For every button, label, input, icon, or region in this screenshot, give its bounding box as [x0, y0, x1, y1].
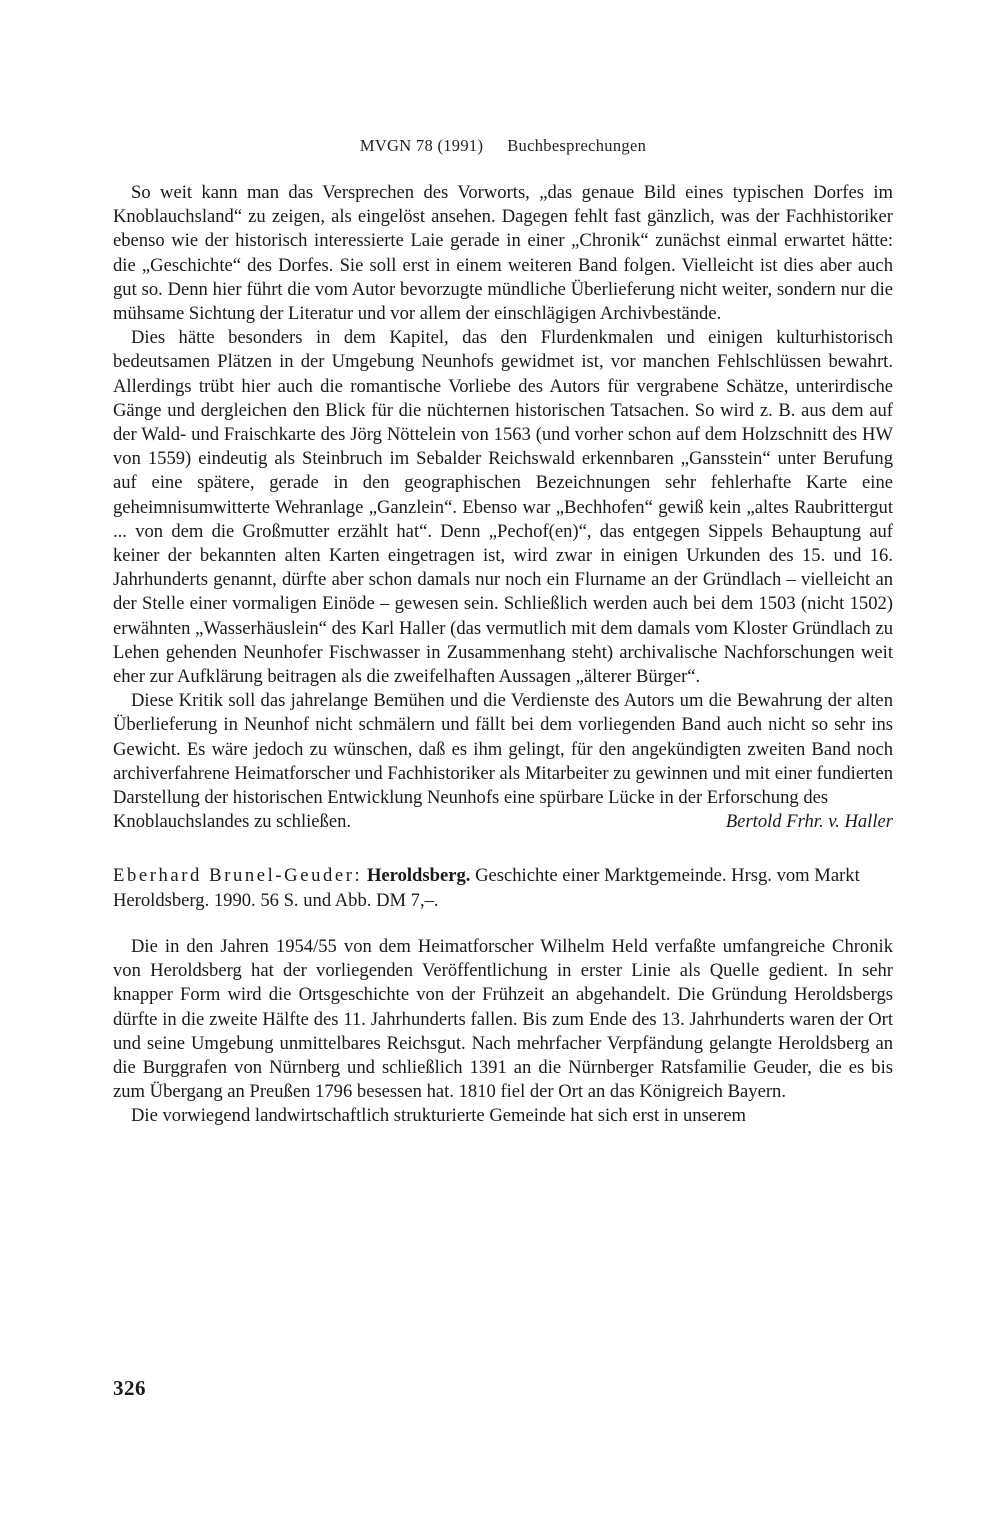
paragraph: Die vorwiegend landwirtschaftlich strukturierte Gemeinde hat sich erst in unserem — [131, 1105, 746, 1127]
section-title: Buchbesprechungen — [507, 136, 647, 155]
page-number: 326 — [113, 1376, 146, 1400]
paragraph: Die in den Jahren 1954/55 von dem Heimatforscher Wilhelm Held verfaßte umfangreiche Chronik von Heroldsberg hat der vorliegenden Veröffentlichung in erster Linie als Quelle gedient. In sehr knapper Form wird die Ortsgeschichte von der Frühzeit an abgehandelt. Die Gründung Heroldsbergs dürfte in die zweite Hälfte des 11. Jahrhunderts fallen. Bis zum Ende des 13. Jahrhunderts waren der Ort und seine Umgebung unmittelbares Reichsgut. Nach mehrfacher Verpfändung gelangte Heroldsberg an die Burggrafen von Nürnberg und schließlich 1391 an die Nürnberger Ratsfamilie Geuder, die es bis zum Übergang an Preußen 1796 besessen hat. 1810 fiel der Ort an das Königreich Bayern. — [113, 935, 893, 1103]
running-head — [113, 136, 893, 156]
body-text — [113, 181, 893, 1129]
paragraph: Diese Kritik soll das jahrelange Bemühen und die Verdienste des Autors um die Bewahrung der alten Überlieferung in Neunhof nicht schmälern und fällt bei dem vorliegenden Band auch nicht so sehr ins Gewicht. Es wäre jedoch zu wünschen, daß es ihm gelingt, für den angekündigten zweiten Band noch archiverfahrene Heimatforscher und Fachhistoriker als Mitarbeiter zu gewinnen und mit einer fundierten Darstellung der historischen Entwicklung Neunhofs eine spürbare Lücke in der Erforschung des — [113, 690, 893, 809]
paragraph: Dies hätte besonders in dem Kapitel, das den Flurdenkmalen und einigen kulturhistorisch bedeutsamen Plätzen in der Umgebung Neunhofs gewidmet ist, vor manchen Fehlschlüssen bewahrt. Allerdings trübt hier auch die romantische Vorliebe des Autors für vergrabene Schätze, unterirdische Gänge und dergleichen den Blick für die nüchternen historischen Tatsachen. So wird z. B. aus dem auf der Wald- und Fraischkarte des Jörg Nöttelein von 1563 (und vorher schon auf dem Holzschnitt des HW von 1559) eindeutig als Steinbruch im Sebalder Reichswald erkennbaren „Gansstein“ unter Berufung auf eine spätere, gerade in den geographischen Bezeichnungen sehr fehlerhafte Karte eine geheimnisumwitterte Wehranlage „Ganzlein“. Ebenso war „Bechhofen“ gewiß kein „altes Raubrittergut ... von dem die Großmutter erzählt hat“. Denn „Pechof(en)“, das entgegen Sippels Behauptung auf keiner der bekannten alten Karten eingetragen ist, wird zwar in einigen Urkunden des 15. und 16. Jahrhunderts genannt, dürfte aber schon damals nur noch ein Flurname an der Gründlach – vielleicht an der Stelle einer vormaligen Einöde – gewesen sein. Schließlich werden auch bei dem 1503 (nicht 1502) erwähnten „Wasserhäuslein“ des Karl Haller (das vermutlich mit dem damals vom Kloster Gründlach zu Lehen gehenden Neunhofer Fischwasser in Zusammenhang steht) archivalische Nachforschungen weit eher zur Aufklärung beitragen als die zweifelhaften Aussagen „älterer Bürger“. — [113, 327, 893, 688]
document-page — [113, 0, 893, 1533]
book-author: Eberhard Brunel-Geuder: — [113, 865, 363, 887]
journal-citation: MVGN 78 (1991) — [359, 136, 484, 155]
paragraph: So weit kann man das Versprechen des Vorworts, „das genaue Bild eines typischen Dorfes im Knoblauchsland“ zu zeigen, als eingelöst ansehen. Dagegen fehlt fast gänzlich, was der Fachhistoriker ebenso wie der historisch interessierte Laie gerade in einer „Chronik“ zunächst einmal erwartet hätte: die „Geschichte“ des Dorfes. Sie soll erst in einem weiteren Band folgen. Vielleicht ist dies aber auch gut so. Denn hier führt die vom Autor bevorzugte mündliche Überlieferung nicht weiter, sondern nur die mühsame Sichtung der Literatur und vor allem der einschlägigen Archivbestände. — [113, 182, 893, 325]
reviewer-signature: Bertold Frhr. v. Haller — [725, 811, 893, 833]
review-heading — [113, 864, 893, 912]
review-closing-line — [113, 810, 893, 834]
book-title: Heroldsberg. — [366, 865, 471, 887]
closing-text: Knoblauchslandes zu schließen. — [113, 811, 352, 833]
book-details: Geschichte einer Marktgemeinde. Hrsg. vom Markt Heroldsberg. 1990. 56 S. und Abb. DM 7,–. — [113, 865, 860, 911]
